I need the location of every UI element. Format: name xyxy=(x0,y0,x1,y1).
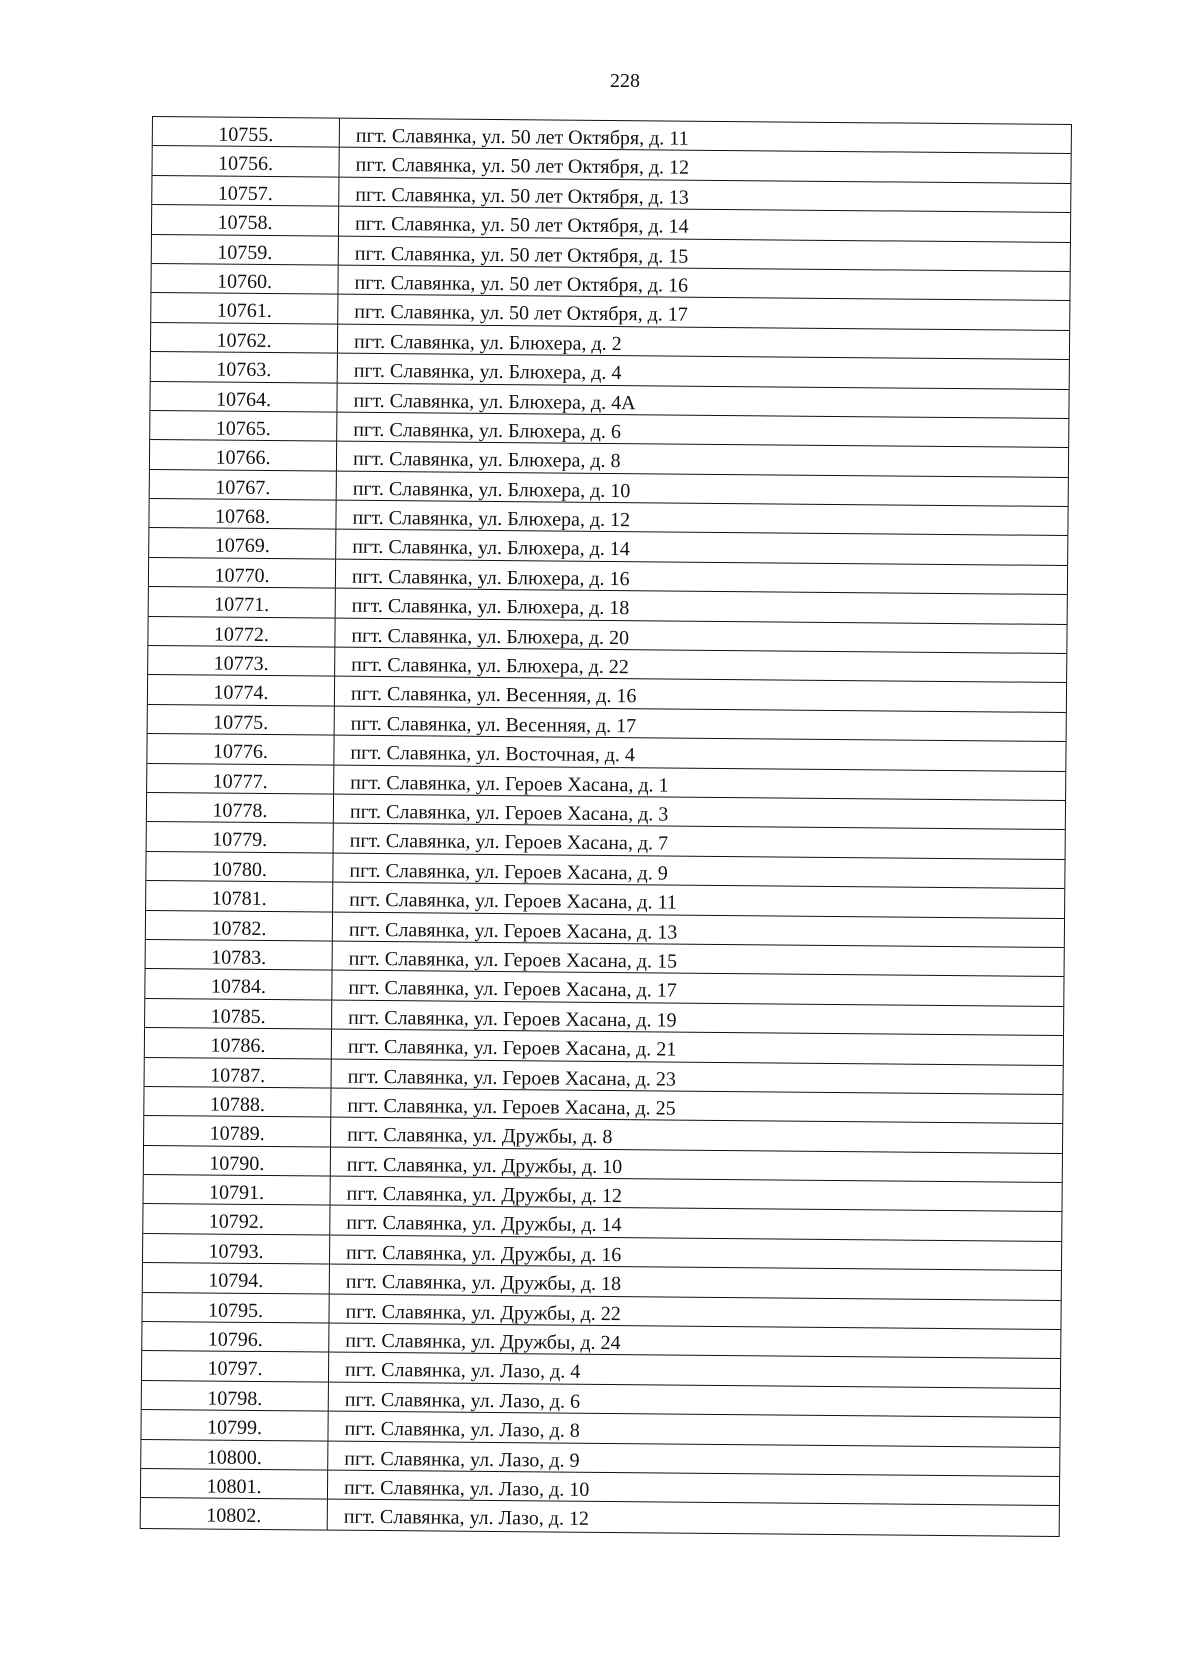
address-cell: пгт. Славянка, ул. Восточная, д. 4 xyxy=(350,741,636,767)
address-cell: пгт. Славянка, ул. 50 лет Октября, д. 14 xyxy=(354,212,689,238)
address-table xyxy=(140,116,1072,1537)
address-cell: пгт. Славянка, ул. Дружбы, д. 12 xyxy=(346,1182,622,1208)
row-number-cell: 10792. xyxy=(143,1204,330,1234)
address-cell: пгт. Славянка, ул. 50 лет Октября, д. 15 xyxy=(354,242,689,268)
address-cell: пгт. Славянка, ул. Лазо, д. 4 xyxy=(344,1359,581,1384)
row-number-cell: 10760. xyxy=(151,264,338,294)
address-cell: пгт. Славянка, ул. Дружбы, д. 10 xyxy=(346,1153,623,1178)
address-cell: пгт. Славянка, ул. Блюхера, д. 14 xyxy=(352,536,630,561)
row-number-cell: 10761. xyxy=(151,293,338,323)
address-cell: пгт. Славянка, ул. 50 лет Октября, д. 13 xyxy=(355,183,689,209)
row-number-cell: 10785. xyxy=(145,999,332,1029)
address-cell: пгт. Славянка, ул. Весенняя, д. 17 xyxy=(350,712,637,738)
address-cell: пгт. Славянка, ул. Героев Хасана, д. 25 xyxy=(347,1094,676,1120)
row-number-cell: 10764. xyxy=(150,382,337,412)
address-cell: пгт. Славянка, ул. Героев Хасана, д. 3 xyxy=(349,800,669,826)
address-cell: пгт. Славянка, ул. Блюхера, д. 20 xyxy=(351,624,630,649)
row-number-cell: 10779. xyxy=(147,822,334,852)
address-cell: пгт. Славянка, ул. Лазо, д. 8 xyxy=(344,1417,580,1442)
address-cell: пгт. Славянка, ул. Блюхера, д. 2 xyxy=(353,330,622,355)
address-cell: пгт. Славянка, ул. Блюхера, д. 4А xyxy=(353,389,636,414)
row-number-cell: 10793. xyxy=(143,1234,330,1264)
address-cell: пгт. Славянка, ул. Лазо, д. 9 xyxy=(344,1447,580,1472)
address-cell: пгт. Славянка, ул. Героев Хасана, д. 13 xyxy=(348,918,678,944)
row-number-cell: 10801. xyxy=(141,1469,328,1499)
address-cell: пгт. Славянка, ул. Блюхера, д. 6 xyxy=(353,418,621,444)
address-cell: пгт. Славянка, ул. Героев Хасана, д. 21 xyxy=(347,1035,677,1061)
row-number-cell: 10791. xyxy=(144,1175,331,1205)
row-number-cell: 10776. xyxy=(147,734,334,764)
row-number-cell: 10799. xyxy=(141,1410,328,1440)
address-cell: пгт. Славянка, ул. Блюхера, д. 10 xyxy=(352,477,631,502)
row-number-cell: 10789. xyxy=(144,1116,331,1146)
address-cell: пгт. Славянка, ул. Дружбы, д. 22 xyxy=(345,1300,621,1325)
row-number-cell: 10765. xyxy=(150,411,337,441)
address-cell: пгт. Славянка, ул. Героев Хасана, д. 11 xyxy=(349,888,677,914)
address-cell: пгт. Славянка, ул. Героев Хасана, д. 15 xyxy=(348,947,678,973)
row-number-cell: 10781. xyxy=(146,881,333,911)
row-number-cell: 10777. xyxy=(147,764,334,794)
row-number-cell: 10795. xyxy=(142,1293,329,1323)
row-number-cell: 10794. xyxy=(143,1263,330,1293)
row-number-cell: 10769. xyxy=(149,528,336,558)
address-cell: пгт. Славянка, ул. Лазо, д. 6 xyxy=(344,1388,581,1413)
row-number-cell: 10800. xyxy=(141,1440,328,1470)
address-cell: пгт. Славянка, ул. Блюхера, д. 4 xyxy=(353,359,622,385)
row-number-cell: 10759. xyxy=(152,235,339,265)
row-number-cell: 10756. xyxy=(152,146,339,176)
address-cell: пгт. Славянка, ул. Дружбы, д. 16 xyxy=(345,1241,622,1266)
row-number-cell: 10758. xyxy=(152,205,339,235)
address-cell: пгт. Славянка, ул. Блюхера, д. 16 xyxy=(351,565,630,591)
row-number-cell: 10767. xyxy=(150,470,337,500)
row-number-cell: 10796. xyxy=(142,1322,329,1352)
row-number-cell: 10768. xyxy=(149,499,336,529)
row-number-cell: 10771. xyxy=(149,587,336,617)
row-number-cell: 10802. xyxy=(141,1498,328,1529)
address-cell: пгт. Славянка, ул. Дружбы, д. 14 xyxy=(346,1212,622,1237)
row-number-cell: 10784. xyxy=(145,969,332,999)
address-cell: пгт. Славянка, ул. Дружбы, д. 18 xyxy=(345,1270,622,1296)
address-cell: пгт. Славянка, ул. Лазо, д. 10 xyxy=(343,1476,590,1501)
row-number-cell: 10780. xyxy=(146,852,333,882)
row-number-cell: 10790. xyxy=(144,1146,331,1176)
address-cell: пгт. Славянка, ул. Весенняя, д. 16 xyxy=(350,683,637,708)
row-number-cell: 10766. xyxy=(150,440,337,470)
row-number-cell: 10773. xyxy=(148,646,335,676)
address-cell: пгт. Славянка, ул. Блюхера, д. 22 xyxy=(351,653,629,679)
page-number: 228 xyxy=(610,70,640,92)
address-cell: пгт. Славянка, ул. Блюхера, д. 12 xyxy=(352,506,631,532)
row-number-cell: 10783. xyxy=(146,940,333,970)
row-number-cell: 10774. xyxy=(148,675,335,705)
address-cell: пгт. Славянка, ул. 50 лет Октября, д. 17 xyxy=(354,301,688,327)
address-cell: пгт. Славянка, ул. 50 лет Октября, д. 12 xyxy=(355,154,690,180)
row-number-cell: 10763. xyxy=(151,352,338,382)
row-number-cell: 10772. xyxy=(148,617,335,647)
address-cell: пгт. Славянка, ул. 50 лет Октября, д. 16 xyxy=(354,271,689,297)
address-cell: пгт. Славянка, ул. Героев Хасана, д. 7 xyxy=(349,830,669,855)
address-cell: пгт. Славянка, ул. Героев Хасана, д. 17 xyxy=(348,977,677,1002)
row-number-cell: 10775. xyxy=(148,705,335,735)
row-number-cell: 10755. xyxy=(153,117,340,147)
row-number-cell: 10787. xyxy=(145,1057,332,1087)
row-number-cell: 10770. xyxy=(149,558,336,588)
row-number-cell: 10757. xyxy=(152,176,339,206)
address-cell: пгт. Славянка, ул. 50 лет Октября, д. 11 xyxy=(355,124,689,150)
address-cell: пгт. Славянка, ул. Блюхера, д. 8 xyxy=(352,448,621,473)
row-number-cell: 10786. xyxy=(145,1028,332,1058)
row-number-cell: 10797. xyxy=(142,1351,329,1381)
address-cell: пгт. Славянка, ул. Дружбы, д. 8 xyxy=(347,1124,613,1149)
row-number-cell: 10778. xyxy=(147,793,334,823)
row-number-cell: 10788. xyxy=(144,1087,331,1117)
address-cell: пгт. Славянка, ул. Лазо, д. 12 xyxy=(343,1506,590,1531)
address-cell: пгт. Славянка, ул. Героев Хасана, д. 19 xyxy=(348,1006,677,1032)
address-cell: пгт. Славянка, ул. Героев Хасана, д. 1 xyxy=(350,771,669,797)
address-cell: пгт. Славянка, ул. Героев Хасана, д. 9 xyxy=(349,859,668,885)
address-cell: пгт. Славянка, ул. Дружбы, д. 24 xyxy=(345,1329,621,1355)
row-number-cell: 10798. xyxy=(142,1381,329,1411)
address-cell: пгт. Славянка, ул. Блюхера, д. 18 xyxy=(351,595,630,620)
address-cell: пгт. Славянка, ул. Героев Хасана, д. 23 xyxy=(347,1065,677,1091)
row-number-cell: 10782. xyxy=(146,911,333,941)
row-number-cell: 10762. xyxy=(151,323,338,353)
